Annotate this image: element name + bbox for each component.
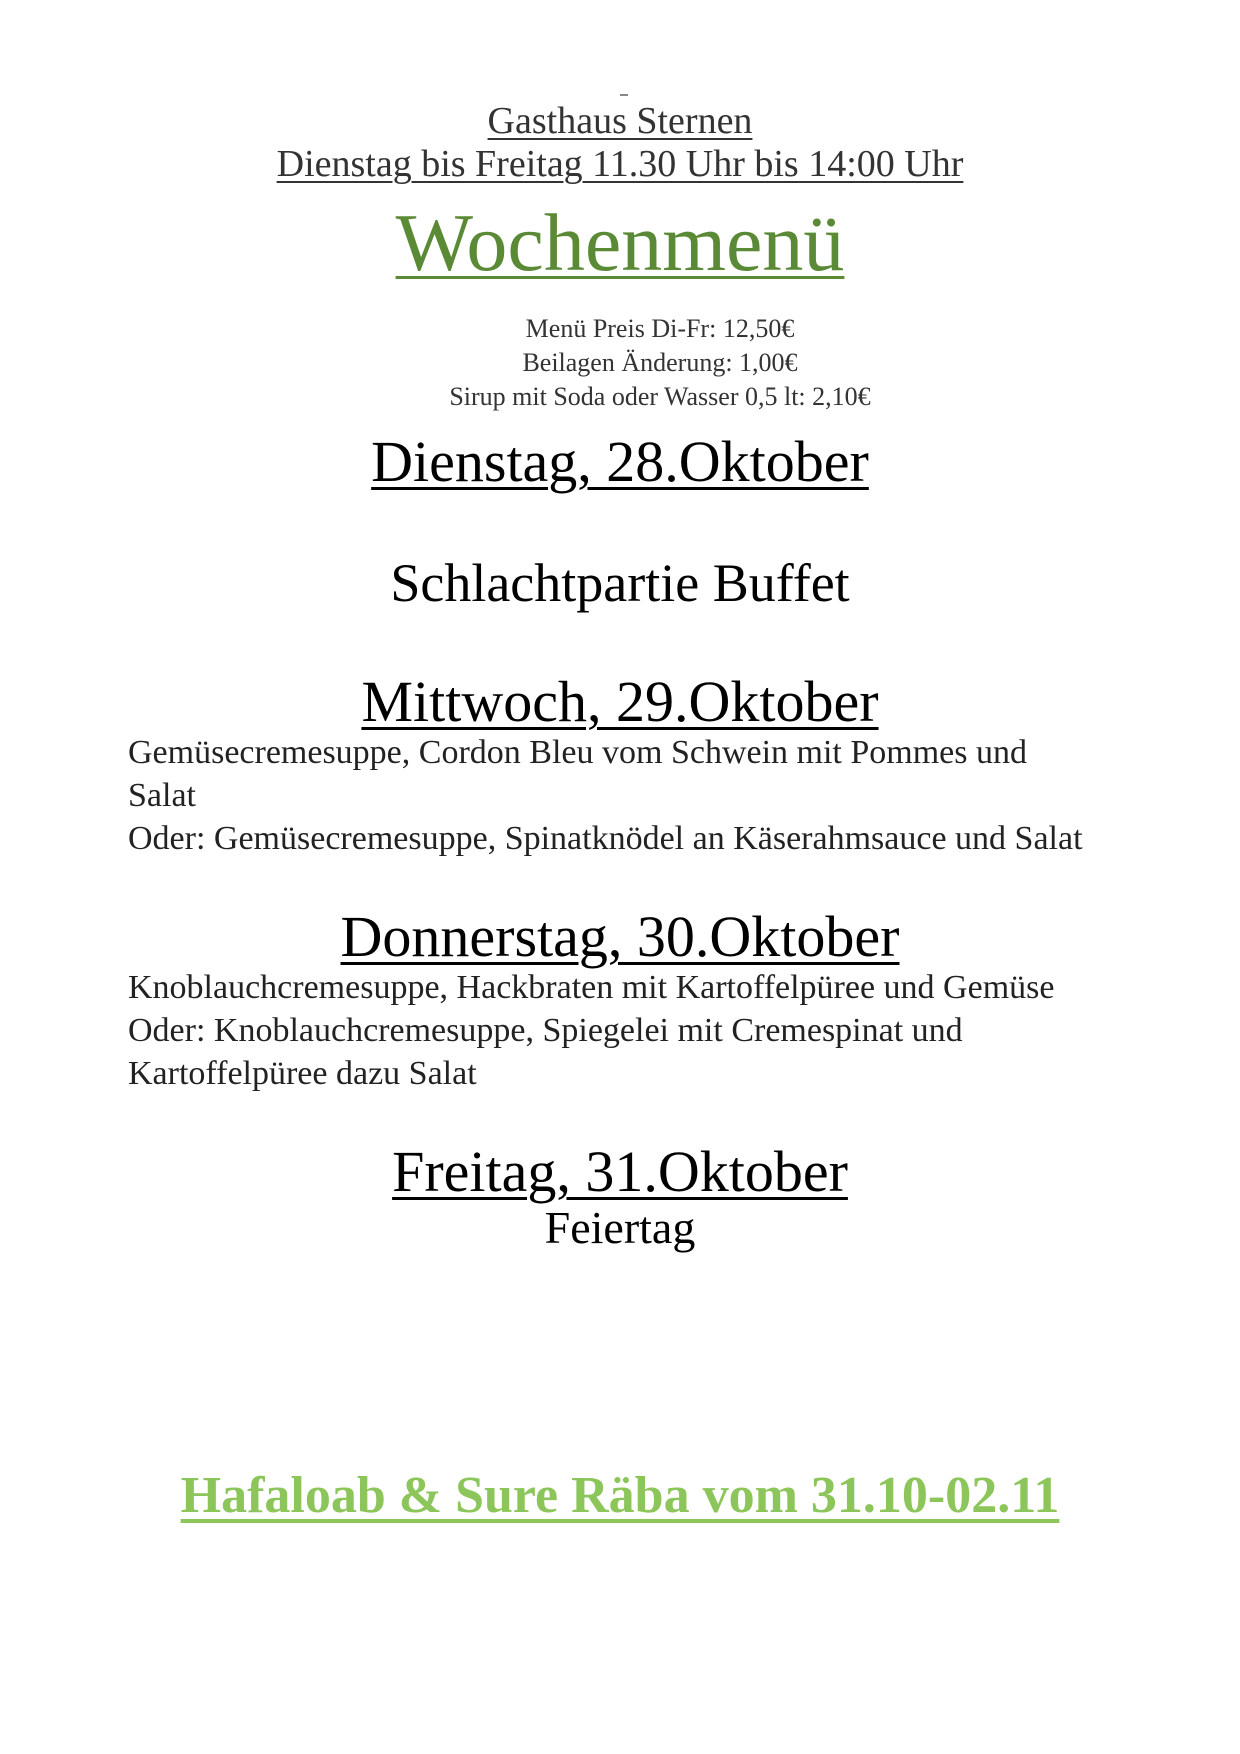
- price-list: [360, 312, 960, 414]
- dish-dienstag: Schlachtpartie Buffet: [390, 553, 850, 613]
- festival-announcement: [0, 1466, 1240, 1526]
- dish-line: Knoblauchcremesuppe, Hackbraten mit Kartoffelpüree und Gemüse: [128, 969, 1055, 1006]
- day-heading-mittwoch: [0, 670, 1240, 734]
- day-heading-freitag: [0, 1140, 1240, 1204]
- festival-announcement-text: Hafaloab & Sure Räba vom 31.10-02.11: [180, 1467, 1060, 1524]
- dish-donnerstag: [128, 966, 1208, 1095]
- opening-hours: [0, 143, 1240, 185]
- day-heading-text: Dienstag, 28.Oktober: [371, 429, 869, 494]
- day-heading-text: Mittwoch, 29.Oktober: [361, 669, 879, 734]
- restaurant-name-text: Gasthaus Sternen: [487, 100, 753, 142]
- dish-line: Salat: [128, 777, 196, 814]
- price-line: Sirup mit Soda oder Wasser 0,5 lt: 2,10€: [449, 382, 871, 411]
- price-line: Beilagen Änderung: 1,00€: [522, 348, 798, 377]
- stray-mark: [620, 94, 628, 96]
- page-title: [0, 198, 1240, 288]
- dish-mittwoch: [128, 731, 1208, 860]
- day-heading-donnerstag: [0, 905, 1240, 969]
- price-line: Menü Preis Di-Fr: 12,50€: [525, 314, 795, 343]
- dish-line: Gemüsecremesuppe, Cordon Bleu vom Schwein mit Pommes und: [128, 734, 1027, 771]
- day-heading-text: Freitag, 31.Oktober: [392, 1139, 848, 1204]
- restaurant-name: [0, 100, 1240, 142]
- day-heading-dienstag: [0, 430, 1240, 494]
- holiday-note: Feiertag: [544, 1202, 696, 1253]
- day-heading-text: Donnerstag, 30.Oktober: [340, 904, 900, 969]
- dish-line: Kartoffelpüree dazu Salat: [128, 1055, 477, 1092]
- dish-line: Oder: Gemüsecremesuppe, Spinatknödel an Käserahmsauce und Salat: [128, 820, 1083, 857]
- page-title-text: Wochenmenü: [395, 197, 845, 288]
- dish-line: Oder: Knoblauchcremesuppe, Spiegelei mit Cremespinat und: [128, 1012, 963, 1049]
- opening-hours-text: Dienstag bis Freitag 11.30 Uhr bis 14:00 Uhr: [276, 143, 964, 185]
